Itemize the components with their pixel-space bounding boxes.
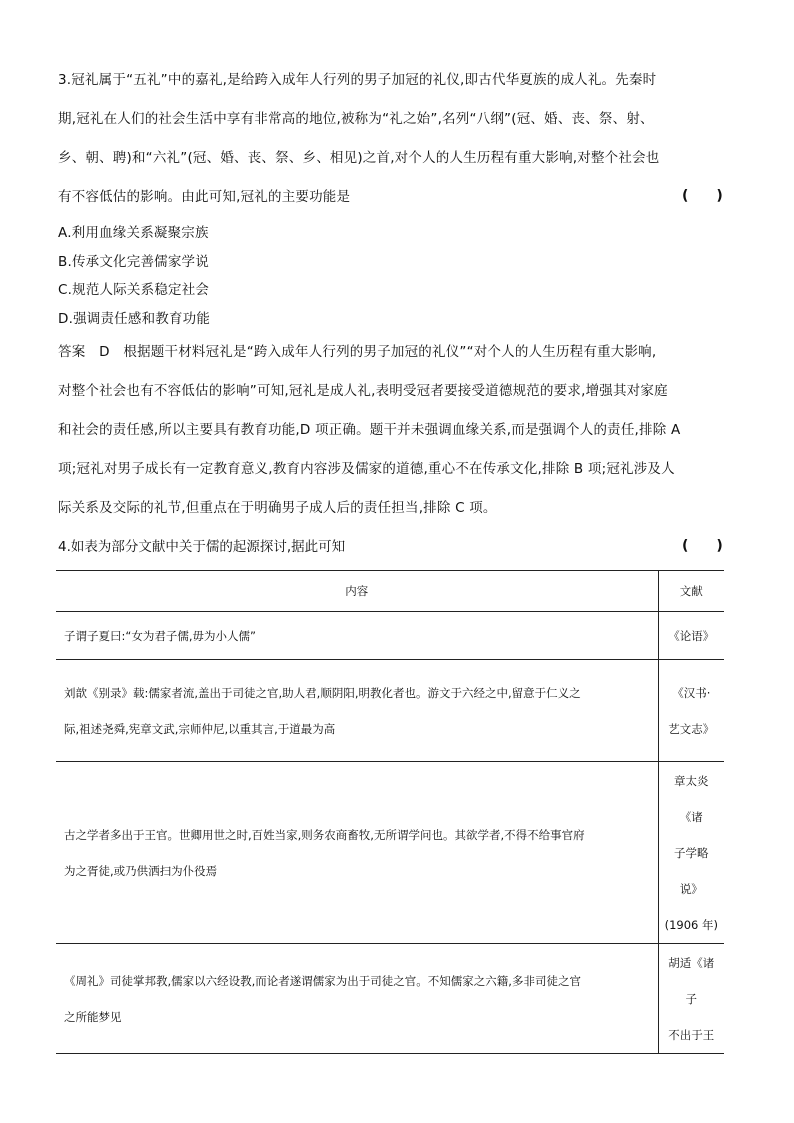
- row-source-line: 《诸: [679, 809, 703, 824]
- table-row: [56, 762, 724, 944]
- row-source-cell: [658, 660, 724, 762]
- row-source-line: 子学略: [674, 845, 709, 860]
- source-table: [56, 570, 724, 1054]
- q4-heading: 4.如表为部分文献中关于儒的起源探讨,据此可知: [58, 539, 346, 555]
- q3-line-1: 3.冠礼属于“五礼”中的嘉礼,是给跨入成年人行列的男子加冠的礼仪,即古代华夏族的成人礼。先秦时: [58, 72, 657, 88]
- row-source-line: 章太炎: [674, 773, 709, 788]
- row-source-line: (1906 年): [664, 917, 718, 932]
- answer-line-3: 和社会的责任感,所以主要具有教育功能,D 项正确。题干并未强调血缘关系,而是强调个人的责任,排除 A: [58, 422, 681, 438]
- table-row: [56, 612, 724, 660]
- answer-line-4: 项;冠礼对男子成长有一定教育意义,教育内容涉及儒家的道德,重心不在传承文化,排除 B 项;冠礼涉及人: [58, 461, 675, 477]
- row-content-line: 刘歆《别录》载:儒家者流,盖出于司徒之官,助人君,顺阴阳,明教化者也。游文于六经之中,留意于仁义之: [64, 685, 581, 700]
- row-content-line: 为之胥徒,或乃供洒扫为仆役焉: [64, 863, 218, 878]
- answer-line-1: 答案 D 根据题干材料冠礼是“跨入成年人行列的男子加冠的礼仪”“对个人的人生历程有重大影响,: [58, 344, 657, 360]
- column-header-content: 内容: [56, 571, 658, 612]
- row-source-line: 《论语》: [668, 628, 715, 643]
- row-content-line: 古之学者多出于王官。世卿用世之时,百姓当家,则务农商畜牧,无所谓学问也。其欲学者,不得不给事官府: [64, 827, 585, 842]
- row-source-line: 胡适《诸: [668, 955, 715, 970]
- q3-line-3: 乡、朝、聘)和“六礼”(冠、婚、丧、祭、乡、相见)之首,对个人的人生历程有重大影响,对整个社会也: [58, 150, 660, 166]
- row-content-line: 际,祖述尧舜,宪章文武,宗师仲尼,以重其言,于道最为高: [64, 721, 336, 736]
- row-content-cell: [56, 612, 658, 660]
- answer-line-5: 际关系及交际的礼节,但重点在于明确男子成人后的责任担当,排除 C 项。: [58, 500, 497, 516]
- row-source-line: 艺文志》: [668, 721, 715, 736]
- row-content-line: 《周礼》司徒掌邦教,儒家以六经设教,而论者遂谓儒家为出于司徒之官。不知儒家之六籍,多非司徒之官: [64, 973, 581, 988]
- q3-line-2: 期,冠礼在人们的社会生活中享有非常高的地位,被称为“礼之始”,名列“八纲”(冠、婚、丧、祭、射、: [58, 111, 654, 127]
- table-row: [56, 660, 724, 762]
- q3-option-b: B.传承文化完善儒家学说: [58, 254, 209, 270]
- row-content-line: 之所能梦见: [64, 1009, 122, 1024]
- q3-answer-paren: ( ): [682, 188, 723, 204]
- row-source-cell: [658, 612, 724, 660]
- q3-option-d: D.强调责任感和教育功能: [58, 311, 211, 327]
- column-header-source: 文献: [658, 571, 724, 612]
- row-content-cell: [56, 660, 658, 762]
- q3-option-a: A.利用血缘关系凝聚宗族: [58, 225, 209, 241]
- table-header-row: [56, 571, 724, 612]
- q3-option-c: C.规范人际关系稳定社会: [58, 282, 210, 298]
- row-content-cell: [56, 762, 658, 944]
- row-source-cell: [658, 762, 724, 944]
- q4-answer-paren: ( ): [682, 538, 723, 554]
- table-row: [56, 944, 724, 1054]
- answer-line-2: 对整个社会也有不容低估的影响”可知,冠礼是成人礼,表明受冠者要接受道德规范的要求,增强其对家庭: [58, 383, 668, 399]
- row-source-cell: [658, 944, 724, 1054]
- row-content-cell: [56, 944, 658, 1054]
- row-content-line: 子谓子夏曰:“女为君子儒,毋为小人儒”: [64, 628, 256, 643]
- row-source-line: 说》: [679, 881, 703, 896]
- row-source-line: 子: [685, 991, 698, 1006]
- q3-line-4: 有不容低估的影响。由此可知,冠礼的主要功能是: [58, 189, 351, 205]
- row-source-line: 《汉书·: [672, 685, 711, 700]
- row-source-line: 不出于王: [668, 1027, 715, 1042]
